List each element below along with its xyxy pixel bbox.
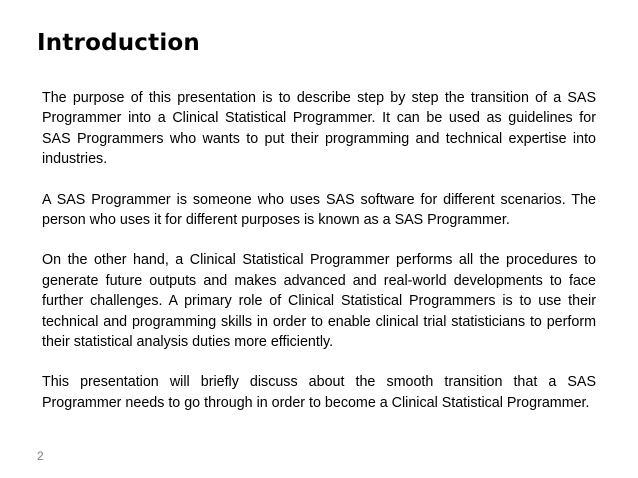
paragraph-clinical-programmer: On the other hand, a Clinical Statistical Programmer performs all the procedures to generate future outputs and makes advanced and real-world developments to face further challenges. A primary role of Clinical Statistical Programmers is to use their technical and programming skills in order to enable clinical trial statisticians to perform their statistical analysis duties more efficiently. bbox=[42, 252, 596, 351]
page-number: 2 bbox=[37, 449, 44, 463]
paragraph-transition: This presentation will briefly discuss about the smooth transition that a SAS Programmer needs to go through in order to become a Clinical Statistical Programmer. bbox=[42, 374, 596, 411]
paragraph-sas-programmer: A SAS Programmer is someone who uses SAS software for different scenarios. The person who uses it for different purposes is known as a SAS Programmer. bbox=[42, 191, 596, 229]
slide-body bbox=[42, 88, 596, 433]
paragraph-purpose: The purpose of this presentation is to describe step by step the transition of a SAS Programmer into a Clinical Statistical Programmer. It can be used as guidelines for SAS Programmers who wants to put their programming and technical expertise into industries. bbox=[42, 90, 596, 168]
slide-title: Introduction bbox=[37, 30, 200, 56]
